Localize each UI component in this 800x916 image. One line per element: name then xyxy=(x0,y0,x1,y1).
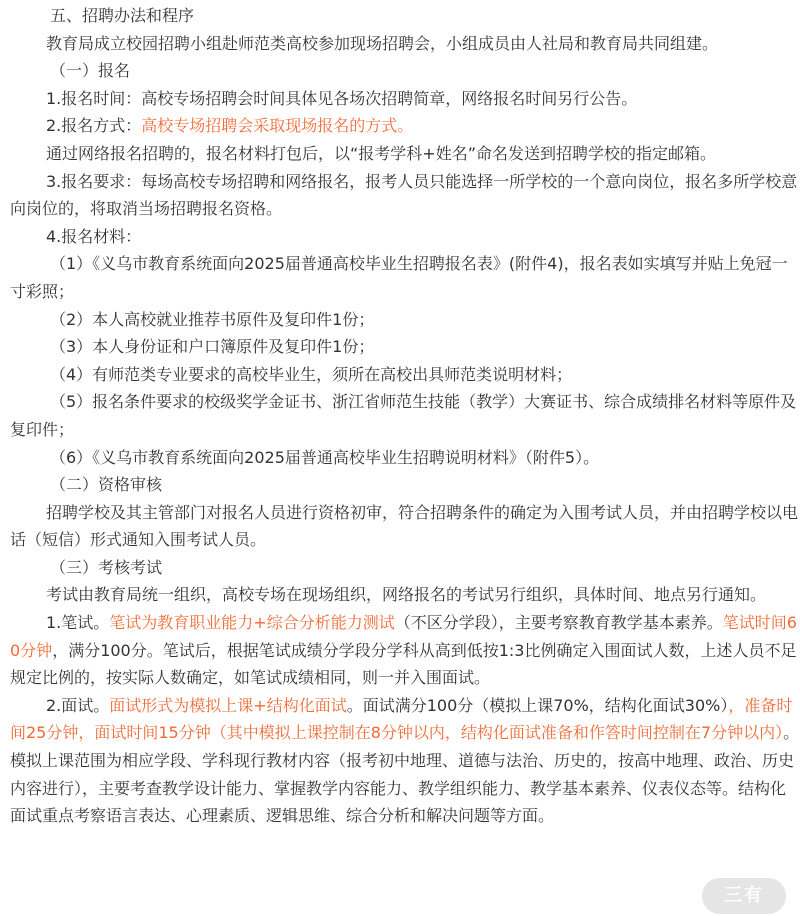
material-item-5: （5）报名条件要求的校级奖学金证书、浙江省师范生技能（教学）大赛证书、综合成绩排名材料等原件及复印件； xyxy=(10,392,797,439)
interview-text-2: 。模拟上课范围为相应学段、学科现行教材内容（报考初中地理、道德与法治、历史的，按高中地理、政治、历史内容进行），主要考查教学设计能力、掌握教学内容能力、教学组织能力、教学基本素养、仪表仪态等。结构化面试重点考察语言表达、心理素质、逻辑思维、综合分析和解决问题等方面。 xyxy=(10,723,800,826)
written-text-2: ，满分100分。笔试后，根据笔试成绩分学段分学科从高到低按1:3比例确定入围面试人数，上述人员不足规定比例的，按实际人数确定，如笔试成绩相同，则一并入围面试。 xyxy=(10,640,797,688)
registration-time: 1.报名时间：高校专场招聘会时间具体见各场次招聘简章，网络报名时间另行公告。 xyxy=(46,88,638,108)
written-highlight-2: 笔试时间60分钟 xyxy=(10,613,797,660)
material-item-1: （1）《义乌市教育系统面向2025届普通高校毕业生招聘报名表》(附件4)，报名表如实填写并贴上免冠一寸彩照； xyxy=(10,254,788,301)
materials-heading: 4.报名材料： xyxy=(46,226,142,246)
exam-paragraph: 考试由教育局统一组织，高校专场在现场组织，网络报名的考试另行组织，具体时间、地点另行通知。 xyxy=(46,585,767,605)
interview-text-1: 。面试满分100分（模拟上课70%，结构化面试30%） xyxy=(346,695,729,715)
intro-paragraph: 教育局成立校园招聘小组赴师范类高校参加现场招聘会，小组成员由人社局和教育局共同组建。 xyxy=(46,33,719,53)
written-label: 1.笔试。 xyxy=(46,613,110,633)
exam-heading: （三）考核考试 xyxy=(50,557,163,577)
interview-label: 2.面试。 xyxy=(46,695,110,715)
registration-method-label: 2.报名方式： xyxy=(46,116,142,136)
section-title: 五、招聘办法和程序 xyxy=(50,6,195,25)
material-item-6: （6）《义乌市教育系统面向2025届普通高校毕业生招聘说明材料》（附件5）。 xyxy=(50,447,600,467)
registration-online: 通过网络报名招聘的，报名材料打包后，以“报考学科+姓名”命名发送到招聘学校的指定邮箱。 xyxy=(46,143,716,163)
interview-highlight-1: 面试形式为模拟上课+结构化面试 xyxy=(109,695,347,715)
review-paragraph: 招聘学校及其主管部门对报名人员进行资格初审，符合招聘条件的确定为入围考试人员，并由招聘学校以电话（短信）形式通知入围考试人员。 xyxy=(10,502,799,550)
watermark-logo: 三有 xyxy=(702,878,786,914)
review-heading: （二）资格审核 xyxy=(50,475,163,495)
document-body xyxy=(0,2,800,830)
material-item-4: （4）有师范类专业要求的高校毕业生，须所在高校出具师范类说明材料； xyxy=(50,364,573,384)
registration-heading: （一）报名 xyxy=(50,61,131,81)
registration-method-highlight: 高校专场招聘会采取现场报名的方式。 xyxy=(141,116,414,136)
written-exam-paragraph xyxy=(10,609,800,692)
material-item-2: （2）本人高校就业推荐书原件及复印件1份； xyxy=(50,309,375,329)
registration-requirement: 3.报名要求：每场高校专场招聘和网络报名，报考人员只能选择一所学校的一个意向岗位，报名多所学校意向岗位的，将取消当场招聘报名资格。 xyxy=(10,171,798,219)
material-item-3: （3）本人身份证和户口簿原件及复印件1份； xyxy=(50,337,375,357)
written-highlight-1: 笔试为教育职业能力+综合分析能力测试 xyxy=(109,613,395,633)
interview-highlight-2: ，准备时间25分钟，面试时间15分钟（其中模拟上课控制在8分钟以内，结构化面试准备和作答时间控制在7分钟以内） xyxy=(10,695,793,743)
written-text-1: （不区分学段），主要考察教育教学基本素养。 xyxy=(394,613,723,633)
registration-method xyxy=(10,112,800,140)
interview-paragraph xyxy=(10,692,800,830)
